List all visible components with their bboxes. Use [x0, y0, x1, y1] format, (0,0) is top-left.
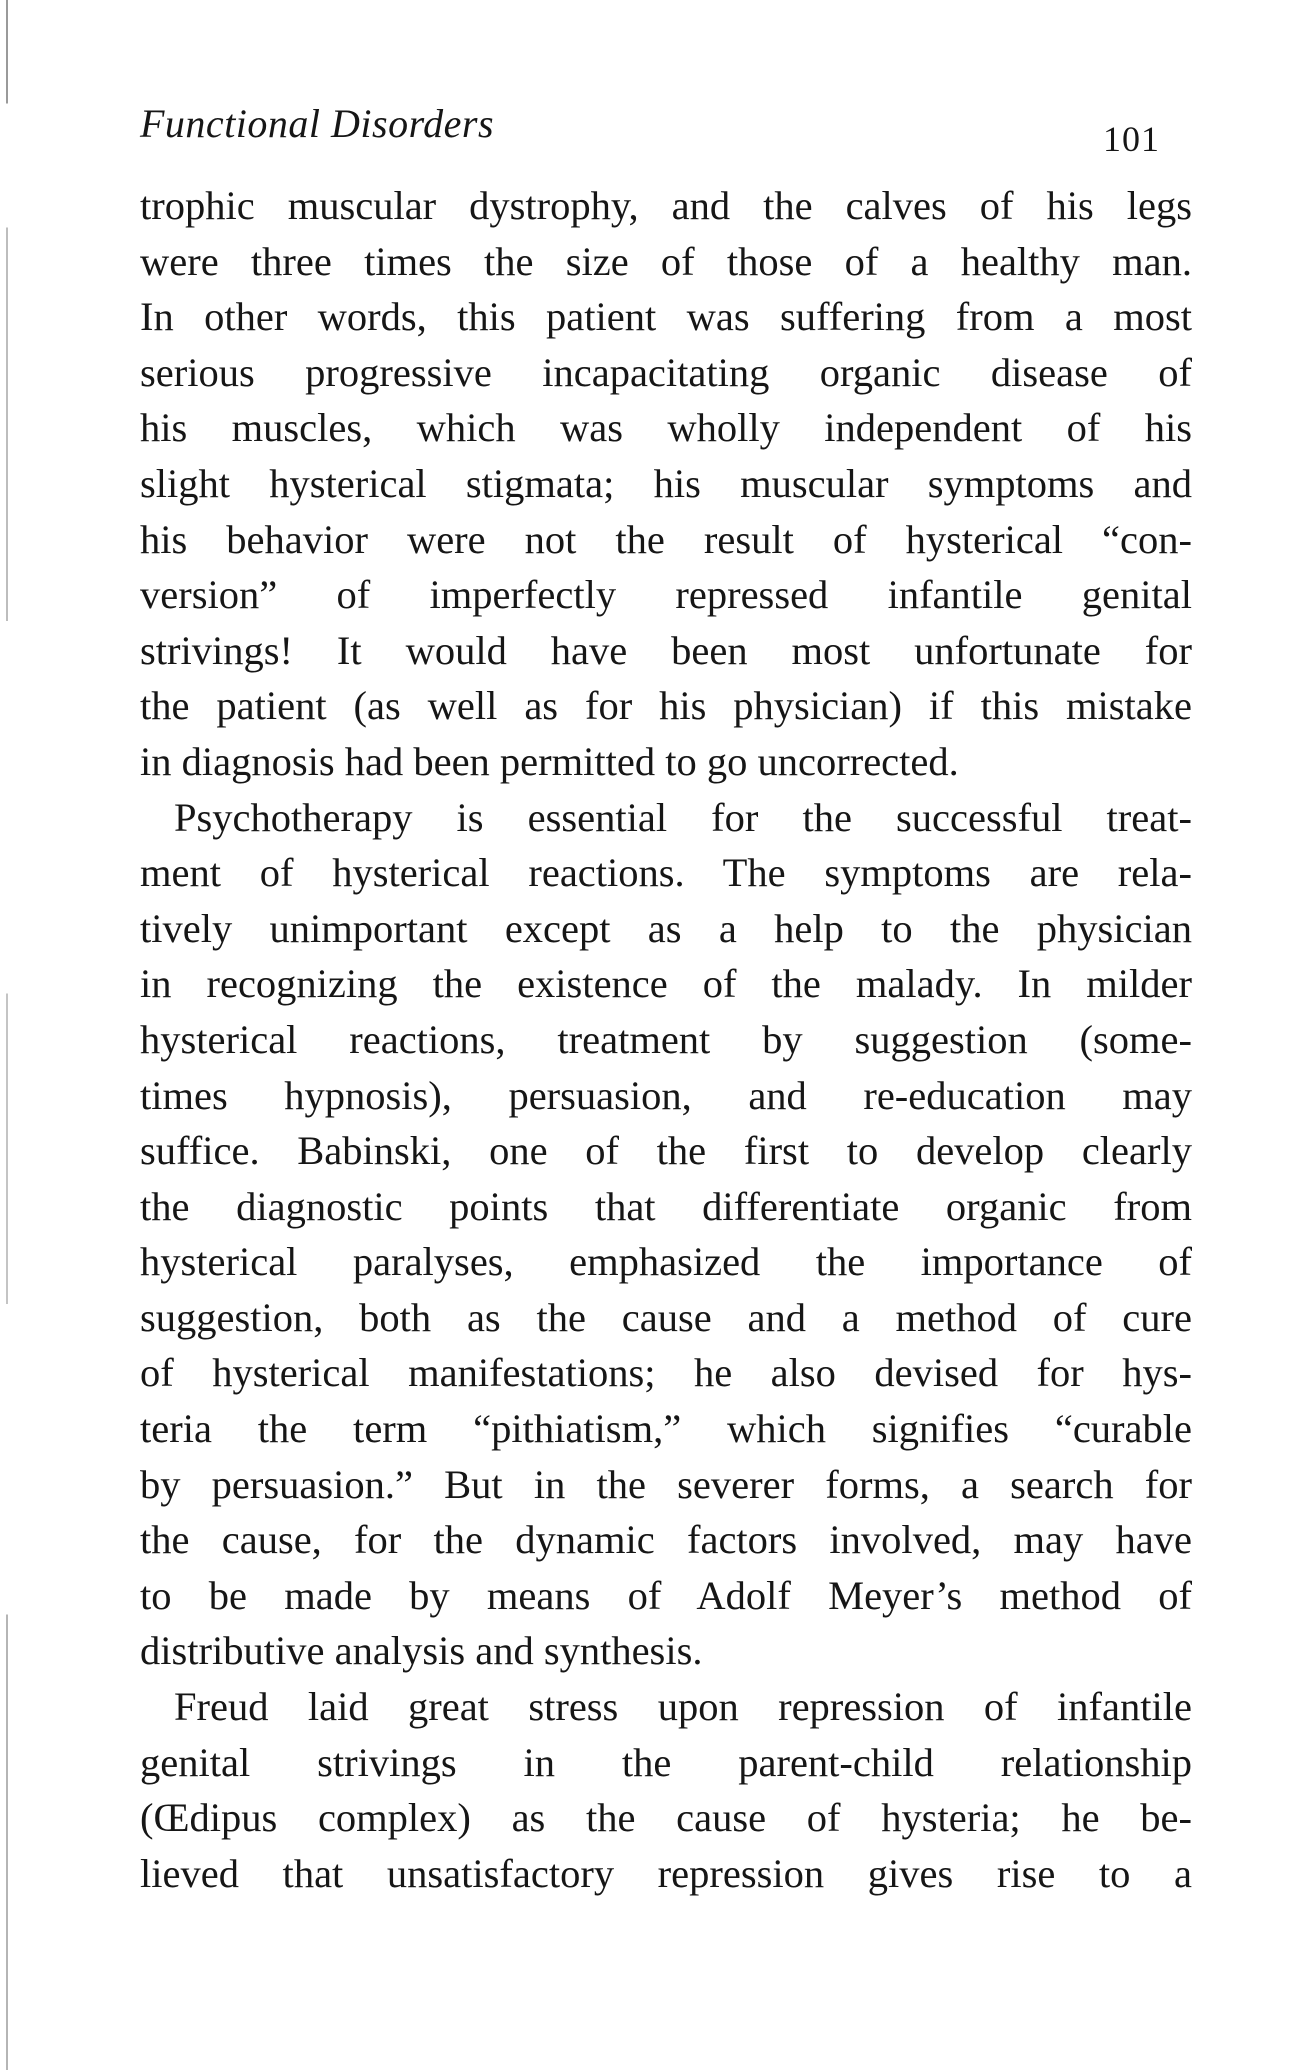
text-line: by persuasion.” But in the severer forms, a search for — [140, 1461, 1192, 1507]
text-line: (Œdipus complex) as the cause of hysteria; he be- — [140, 1795, 1192, 1841]
text-line: Psychotherapy is essential for the successful treat- — [174, 794, 1192, 840]
text-line: slight hysterical stigmata; his muscular symptoms and — [140, 460, 1192, 506]
text-line: tively unimportant except as a help to the physician — [140, 905, 1192, 951]
running-head — [140, 100, 1160, 160]
text-line: to be made by means of Adolf Meyer’s method of — [140, 1572, 1192, 1618]
body-text — [140, 178, 1192, 1901]
paragraph — [140, 790, 1192, 1680]
text-line: genital strivings in the parent-child relationship — [140, 1739, 1192, 1785]
paragraph — [140, 178, 1192, 790]
text-line: hysterical paralyses, emphasized the importance of — [140, 1239, 1192, 1285]
paragraph — [140, 1679, 1192, 1901]
text-line: teria the term “pithiatism,” which signifies “curable — [140, 1406, 1192, 1452]
text-line: the diagnostic points that differentiate organic from — [140, 1183, 1192, 1229]
page-number: 101 — [1103, 119, 1160, 159]
text-line: in recognizing the existence of the malady. In milder — [140, 961, 1192, 1007]
text-line: his muscles, which was wholly independent of his — [140, 405, 1192, 451]
text-line: suggestion, both as the cause and a method of cure — [140, 1294, 1192, 1340]
text-line: times hypnosis), persuasion, and re-education may — [140, 1072, 1192, 1118]
text-line: his behavior were not the result of hysterical “con- — [140, 516, 1192, 562]
text-line: lieved that unsatisfactory repression gives rise to a — [140, 1850, 1192, 1896]
text-line: serious progressive incapacitating organic disease of — [140, 349, 1192, 395]
scan-shadow-edge — [6, 0, 8, 2070]
text-line: In other words, this patient was suffering from a most — [140, 294, 1192, 340]
text-line: in diagnosis had been permitted to go uncorrected. — [140, 738, 959, 784]
text-line: trophic muscular dystrophy, and the calves of his legs — [140, 183, 1192, 228]
text-line: the cause, for the dynamic factors involved, may have — [140, 1517, 1192, 1563]
text-line: Freud laid great stress upon repression of infantile — [174, 1684, 1192, 1730]
text-line: ment of hysterical reactions. The symptoms are rela- — [140, 850, 1192, 896]
text-line: version” of imperfectly repressed infantile genital — [140, 572, 1192, 618]
text-line: the patient (as well as for his physician) if this mistake — [140, 683, 1192, 729]
text-line: hysterical reactions, treatment by suggestion (some- — [140, 1016, 1192, 1062]
text-line: suffice. Babinski, one of the first to develop clearly — [140, 1128, 1192, 1174]
running-title: Functional Disorders — [140, 101, 495, 146]
text-line: were three times the size of those of a healthy man. — [140, 238, 1192, 284]
text-line: distributive analysis and synthesis. — [140, 1628, 703, 1674]
text-line: strivings! It would have been most unfortunate for — [140, 627, 1192, 673]
text-line: of hysterical manifestations; he also devised for hys- — [140, 1350, 1192, 1396]
